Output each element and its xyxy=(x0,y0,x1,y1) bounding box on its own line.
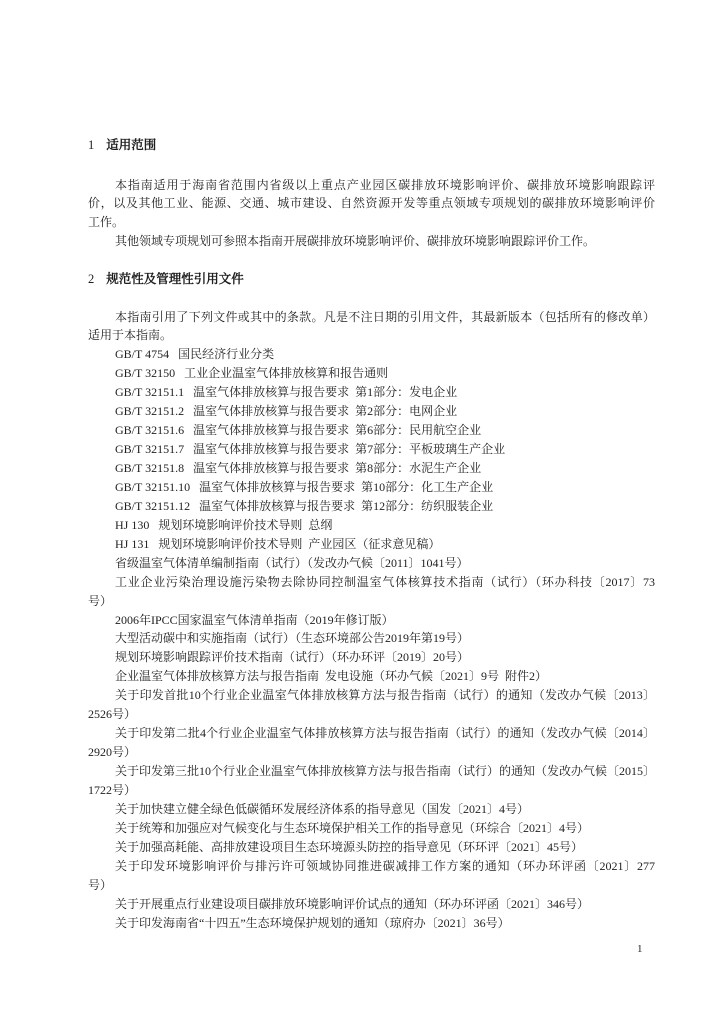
standard-code: GB/T 32151.7 xyxy=(115,442,185,457)
standard-title: 规划环境影响评价技术导则 产业园区（征求意见稿） xyxy=(158,536,441,551)
standard-title: 温室气体排放核算与报告要求 第8部分：水泥生产企业 xyxy=(193,461,482,475)
standard-code: GB/T 32150 xyxy=(115,366,176,381)
reference-item: 规划环境影响跟踪评价技术指南（试行）（环办环评〔2019〕20号） xyxy=(115,650,470,665)
reference-item-continued: 1722号） xyxy=(88,782,137,797)
reference-item: 省级温室气体清单编制指南（试行）（发改办气候〔2011〕1041号） xyxy=(115,555,469,570)
paragraph-line: 本指南适用于海南省范围内省级以上重点产业园区碳排放环境影响评价、碳排放环境影响跟踪评 xyxy=(115,177,655,192)
reference-item: 2006年IPCC国家温室气体清单指南（2019年修订版） xyxy=(115,612,394,627)
reference-item: 关于印发首批10个行业企业温室气体排放核算方法与报告指南（试行）的通知（发改办气候〔2013〕 xyxy=(115,688,655,703)
reference-item-continued: 2526号） xyxy=(88,707,137,722)
reference-item xyxy=(115,440,655,459)
reference-item xyxy=(115,383,655,402)
section-number: 1 xyxy=(88,137,95,152)
paragraph-line: 适用于本指南。 xyxy=(88,328,173,343)
reference-item: 关于印发环境影响评价与排污许可领域协同推进碳减排工作方案的通知（环办环评函〔2021〕277 xyxy=(115,858,655,873)
reference-item xyxy=(115,516,655,535)
reference-item: 企业温室气体排放核算方法与报告指南 发电设施（环办气候〔2021〕9号 附件2） xyxy=(115,669,548,684)
reference-item: 关于印发第三批10个行业企业温室气体排放核算方法与报告指南（试行）的通知（发改办气候〔2015〕 xyxy=(115,764,656,778)
reference-item xyxy=(115,345,655,364)
standard-title: 温室气体排放核算与报告要求 第6部分：民用航空企业 xyxy=(193,423,482,438)
standard-code: GB/T 32151.2 xyxy=(115,404,185,419)
paragraph-line: 其他领域专项规划可参照本指南开展碳排放环境影响评价、碳排放环境影响跟踪评价工作。 xyxy=(115,233,596,248)
reference-item xyxy=(115,478,655,497)
paragraph-line: 价，以及其他工业、能源、交通、城市建设、自然资源开发等重点领域专项规划的碳排放环境影响评价 xyxy=(88,196,655,211)
section-title: 适用范围 xyxy=(106,137,157,152)
standard-code: GB/T 4754 xyxy=(115,347,170,362)
standard-code: GB/T 32151.1 xyxy=(115,385,185,400)
reference-item xyxy=(115,497,655,516)
section-2-heading xyxy=(88,270,244,289)
standard-title: 温室气体排放核算与报告要求 第10部分：化工生产企业 xyxy=(199,479,494,494)
section-1-heading xyxy=(88,136,156,155)
standard-code: GB/T 32151.6 xyxy=(115,423,185,438)
reference-item xyxy=(115,402,655,421)
section-number: 2 xyxy=(88,271,95,286)
reference-item xyxy=(115,459,655,478)
standard-title: 国民经济行业分类 xyxy=(178,347,275,362)
standard-title: 工业企业温室气体排放核算和报告通则 xyxy=(184,366,389,381)
standard-title: 温室气体排放核算与报告要求 第7部分：平板玻璃生产企业 xyxy=(193,442,506,457)
reference-item xyxy=(115,535,655,554)
standard-code: GB/T 32151.12 xyxy=(115,498,191,513)
reference-item-continued: 2920号） xyxy=(88,745,137,760)
standard-title: 规划环境影响评价技术导则 总纲 xyxy=(158,517,333,532)
reference-item: 关于印发海南省“十四五”生态环境保护规划的通知（琼府办〔2021〕36号） xyxy=(115,915,510,930)
reference-item xyxy=(115,364,655,383)
reference-item xyxy=(115,421,655,440)
paragraph-line: 本指南引用了下列文件或其中的条款。凡是不注日期的引用文件，其最新版本（包括所有的修改单） xyxy=(115,309,655,324)
reference-item: 关于统筹和加强应对气候变化与生态环境保护相关工作的指导意见（环综合〔2021〕4号） xyxy=(115,820,590,835)
standard-code: HJ 131 xyxy=(115,536,150,551)
section-1-body xyxy=(0,176,724,251)
reference-item: 大型活动碳中和实施指南（试行）（生态环境部公告2019年第19号） xyxy=(115,631,470,646)
reference-item-continued: 号） xyxy=(88,593,113,608)
standard-title: 温室气体排放核算与报告要求 第1部分：发电企业 xyxy=(193,385,458,400)
section-2-body xyxy=(0,308,724,933)
section-title: 规范性及管理性引用文件 xyxy=(106,271,244,286)
reference-item: 工业企业污染治理设施污染物去除协同控制温室气体核算技术指南（试行）（环办科技〔2017〕73 xyxy=(115,574,655,589)
reference-item: 关于印发第二批4个行业企业温室气体排放核算方法与报告指南（试行）的通知（发改办气候〔2014〕 xyxy=(115,726,655,741)
standard-code: HJ 130 xyxy=(115,517,150,532)
paragraph-line: 工作。 xyxy=(88,214,125,229)
standard-title: 温室气体排放核算与报告要求 第2部分：电网企业 xyxy=(193,404,458,419)
standard-title: 温室气体排放核算与报告要求 第12部分：纺织服装企业 xyxy=(199,498,494,513)
page-number: 1 xyxy=(637,943,643,955)
reference-item-continued: 号） xyxy=(88,877,113,892)
reference-item: 关于加快建立健全绿色低碳循环发展经济体系的指导意见（国发〔2021〕4号） xyxy=(115,801,530,816)
standard-code: GB/T 32151.8 xyxy=(115,461,185,475)
reference-item: 关于加强高耗能、高排放建设项目生态环境源头防控的指导意见（环环评〔2021〕45号） xyxy=(115,839,584,854)
standard-code: GB/T 32151.10 xyxy=(115,479,191,494)
reference-item: 关于开展重点行业建设项目碳排放环境影响评价试点的通知（环办环评函〔2021〕346号） xyxy=(115,896,590,911)
